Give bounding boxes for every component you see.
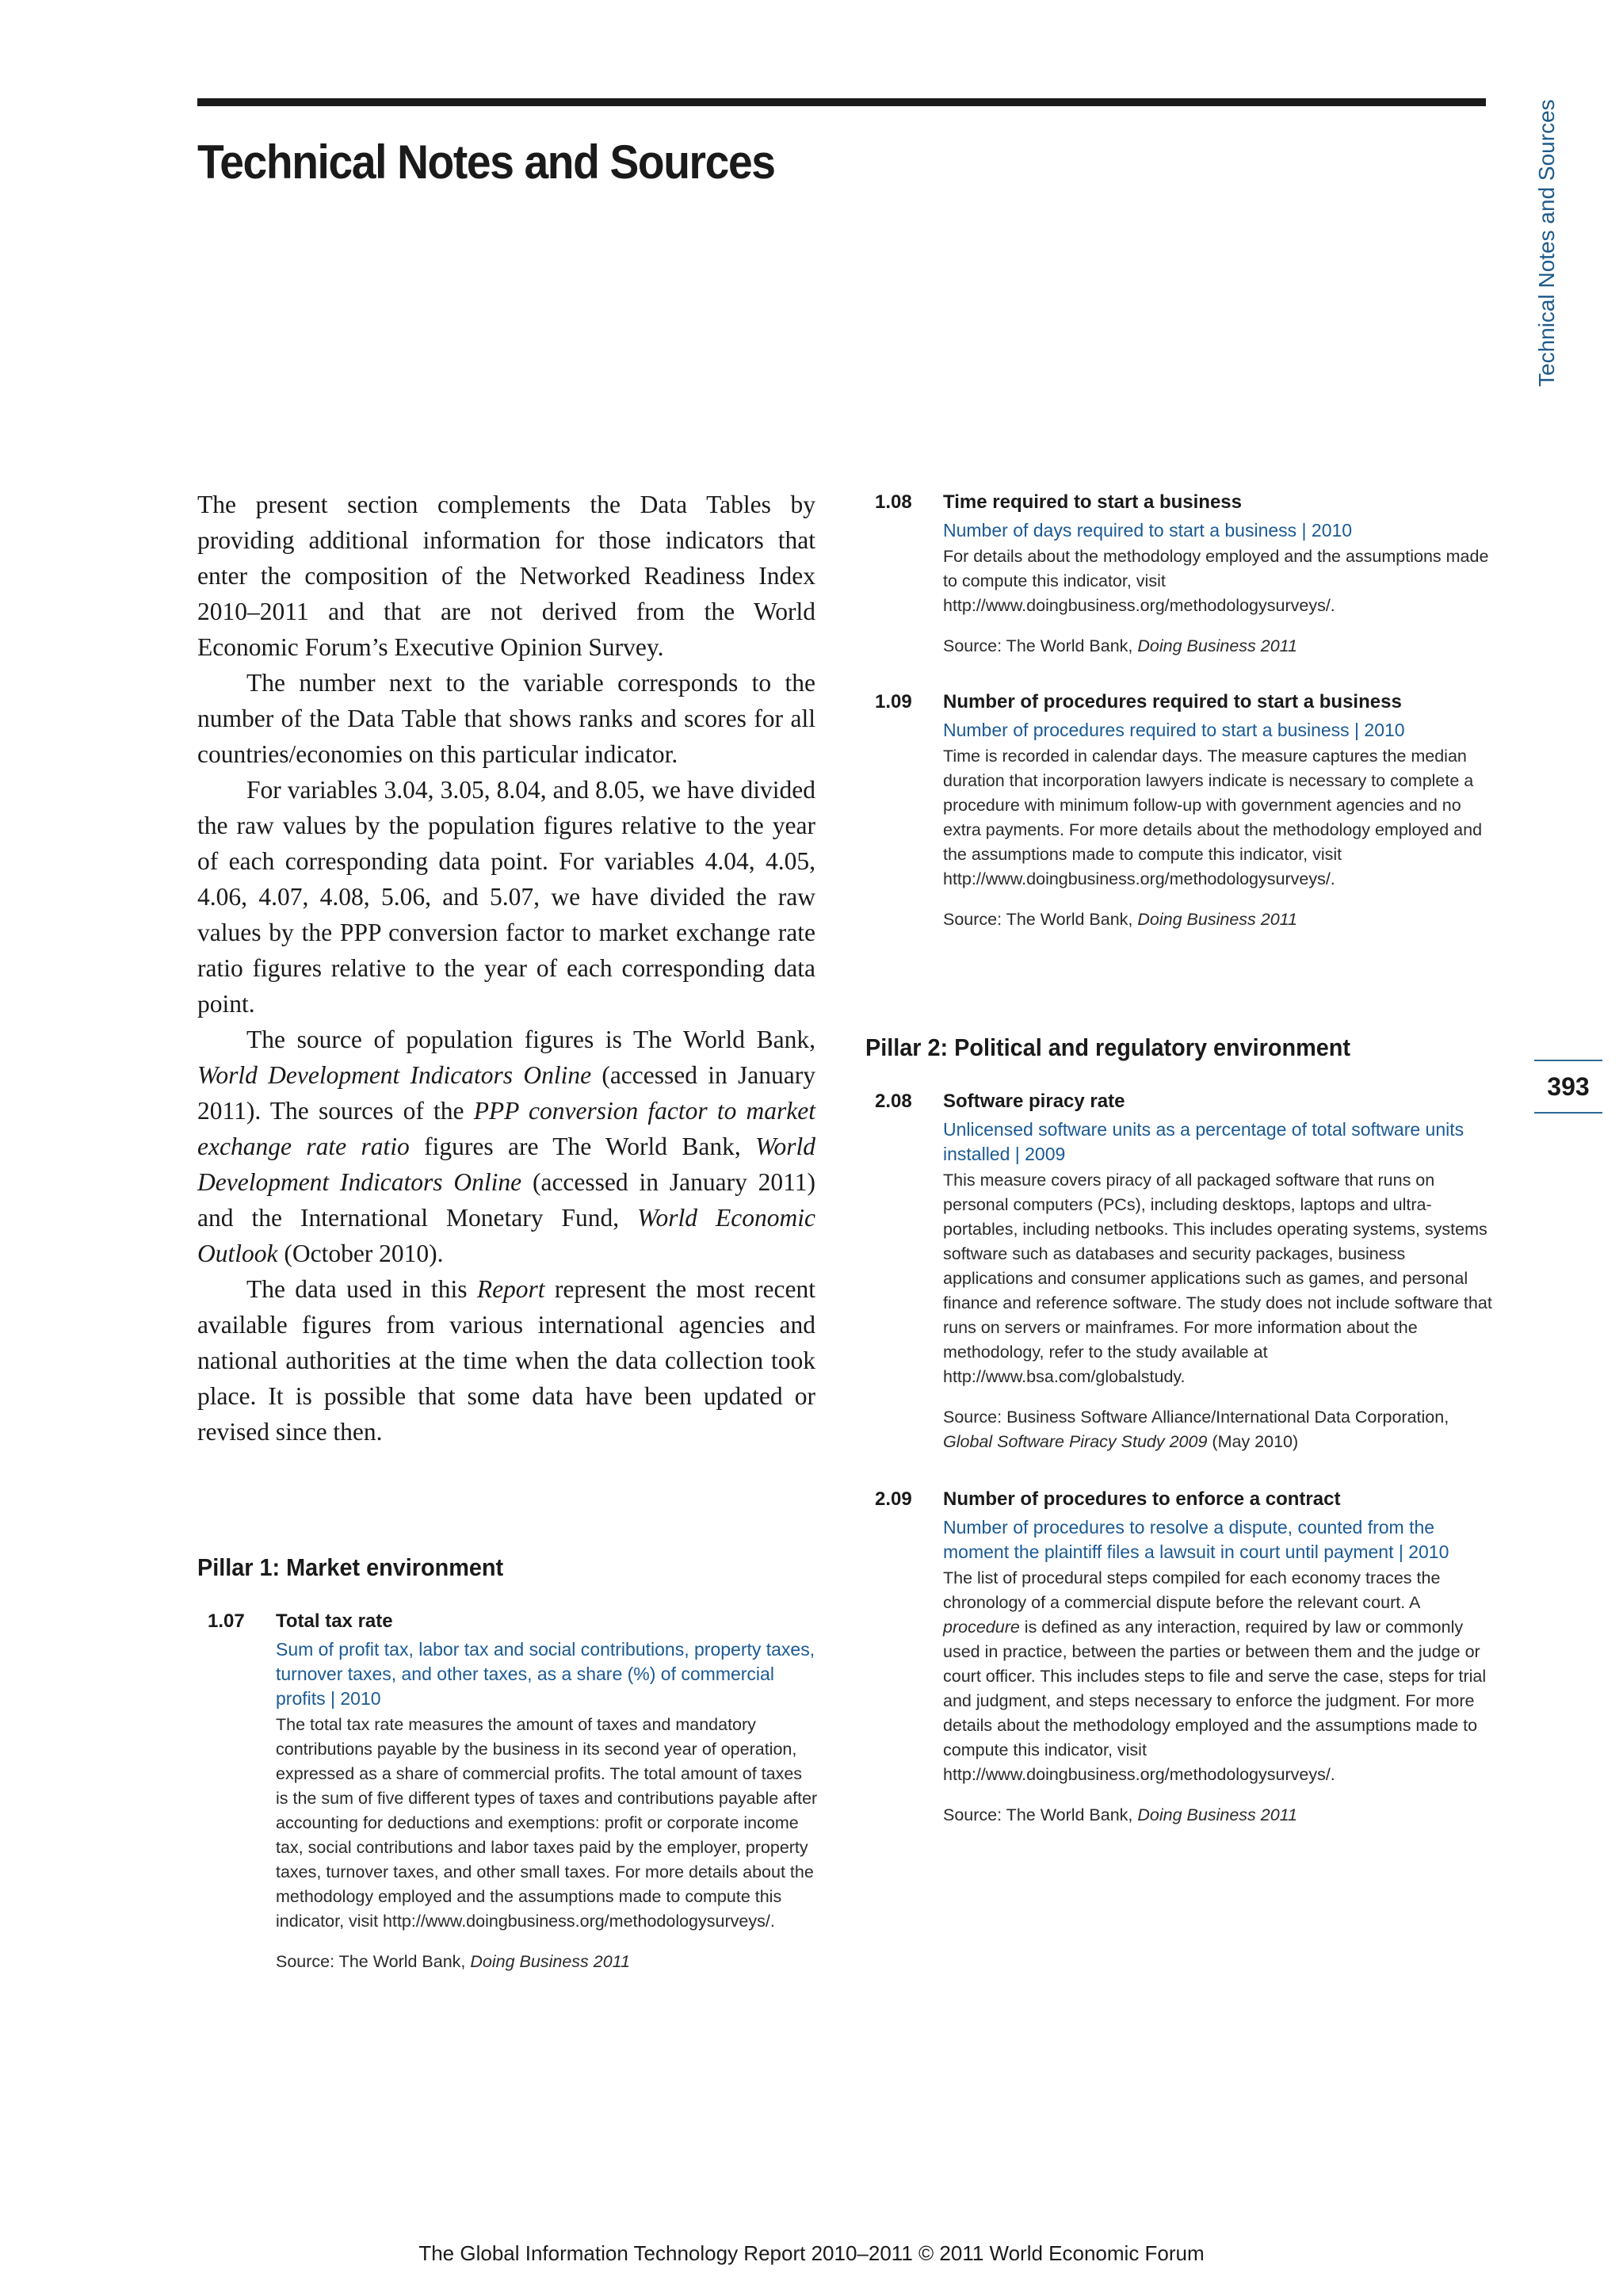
entry-definition: Unlicensed software units as a percentage of total software units installed | 2009 (943, 1119, 1465, 1164)
text-run: The source of population figures is The World Bank, (246, 1026, 815, 1053)
page-number: 393 (1534, 1060, 1602, 1114)
entry-description (943, 1566, 1493, 1787)
entry-body (943, 490, 1493, 659)
entry-source (276, 1950, 818, 1974)
italic-run: Doing Business 2011 (1137, 636, 1297, 655)
entry-number: 1.07 (208, 1610, 245, 1632)
side-running-head: Technical Notes and Sources (1534, 99, 1559, 387)
italic-run: Doing Business 2011 (1137, 910, 1297, 929)
italic-run: PPP conversion factor to market exchange rate ratio (197, 1097, 815, 1160)
italic-run: Doing Business 2011 (470, 1952, 630, 1971)
text-run: The list of procedural steps compiled for each economy traces the chronology of a commercial dispute before the relevant court. A (943, 1568, 1441, 1612)
top-rule (197, 98, 1486, 106)
text-run: The data used in this (246, 1275, 477, 1303)
text-run: is defined as any interaction, required by law or commonly used in practice, between the parties or between them and the judge or court officer. This includes steps to file and serve the case, steps for trial and judgment, and steps necessary to enforce the judgment. For more details about the methodology employed and the assumptions made to compute this indicator, visit http://www.doingbusiness.org/methodologysurveys/. (943, 1618, 1487, 1784)
pillar-1-heading: Pillar 1: Market environment (197, 1553, 504, 1581)
intro-paragraph-5 (197, 1271, 815, 1450)
page-footer: The Global Information Technology Report 2010–2011 © 2011 World Economic Forum (418, 2241, 1205, 2265)
italic-run: World Development Indicators Online (197, 1133, 815, 1196)
entry-description: Time is recorded in calendar days. The measure captures the median duration that incorporation lawyers indicate is necessary to complete a procedure with minimum follow-up with government agencies and no extra payments. For more details about the methodology employed and the assumptions made to compute this indicator, visit http://www.doingbusiness.org/methodologysurveys/. (943, 747, 1483, 888)
italic-run: Global Software Piracy Study 2009 (943, 1432, 1208, 1451)
entry-body (943, 1089, 1493, 1454)
intro-paragraph-1: The present section complements the Data Tables by providing additional information for those indicators that enter the composition of the Networked Readiness Index 2010–2011 and that are not derived from the World Economic Forum’s Executive Opinion Survey. (197, 491, 815, 661)
text-run: (accessed in January 2011). The sources of the (197, 1061, 815, 1125)
entry-source (943, 907, 1493, 932)
text-run: Source: The World Bank, (943, 636, 1138, 655)
entry-title: Time required to start a business (943, 491, 1243, 513)
entry-title: Total tax rate (276, 1610, 393, 1632)
entry-number: 2.09 (875, 1488, 912, 1510)
entry-title: Number of procedures required to start a business (943, 691, 1402, 712)
italic-run: procedure (943, 1618, 1020, 1637)
text-run: (May 2010) (1207, 1432, 1299, 1451)
entry-body (276, 1609, 818, 1974)
entry-number: 1.08 (875, 491, 912, 513)
entry-definition: Sum of profit tax, labor tax and social contributions, property taxes, turnover taxes, and other taxes, as a share (%) of commercial profits | 2010 (276, 1639, 815, 1709)
text-run: Source: Business Software Alliance/International Data Corporation, (943, 1408, 1449, 1427)
italic-run: Report (476, 1275, 545, 1303)
intro-paragraph-2: The number next to the variable corresponds to the number of the Data Table that shows ranks and scores for all countries/economies on this particular indicator. (197, 669, 815, 768)
text-run: represent the most recent available figures from various international agencies and national authorities at the time when the data collection took place. It is possible that some data have been updated or revised since then. (197, 1275, 815, 1446)
intro-paragraph-3: For variables 3.04, 3.05, 8.04, and 8.05, we have divided the raw values by the population figures relative to the year of each corresponding data point. For variables 4.04, 4.05, 4.06, 4.07, 4.08, 5.06, and 5.07, we have divided the raw values by the PPP conversion factor to market exchange rate ratio figures relative to the year of each corresponding data point. (197, 776, 815, 1018)
entry-source (943, 1803, 1493, 1828)
entry-definition: Number of procedures required to start a business | 2010 (943, 720, 1405, 740)
entry-number: 1.09 (875, 691, 912, 712)
text-run: Source: The World Bank, (276, 1952, 471, 1971)
page-title: Technical Notes and Sources (197, 136, 775, 189)
entry-body (943, 1487, 1493, 1828)
entry-description: The total tax rate measures the amount of taxes and mandatory contributions payable by the business in its second year of operation, expressed as a share of commercial profits. The total amount of taxes is the sum of five different types of taxes and contributions payable after accounting for deductions and exemptions: profit or corporate income tax, social contributions and labor taxes paid by the employer, property taxes, turnover taxes, and other small taxes. For more details about the methodology employed and the assumptions made to compute this indicator, visit http://www.doingbusiness.org/methodologysurveys/. (276, 1715, 818, 1931)
entry-title: Software piracy rate (943, 1091, 1125, 1112)
entry-definition: Number of days required to start a business | 2010 (943, 520, 1353, 541)
entry-source (943, 1405, 1493, 1454)
entry-description: This measure covers piracy of all packaged software that runs on personal computers (PCs), including desktops, laptops and ultra-portables, including netbooks. This includes operating systems, systems software such as databases and security packages, business applications and consumer applications such as games, and personal finance and reference software. The study does not include software that runs on servers or mainframes. For more information about the methodology, refer to the study available at http://www.bsa.com/globalstudy. (943, 1171, 1492, 1386)
italic-run: World Economic Outlook (197, 1204, 815, 1267)
italic-run: Doing Business 2011 (1137, 1805, 1297, 1824)
entry-definition: Number of procedures to resolve a dispute, counted from the moment the plaintiff files a lawsuit in court until payment | 2010 (943, 1517, 1449, 1562)
entry-description: For details about the methodology employed and the assumptions made to compute this indicator, visit http://www.doingbusiness.org/methodologysurveys/. (943, 547, 1489, 615)
text-run: (accessed in January 2011) and the International Monetary Fund, (197, 1168, 815, 1232)
text-run: figures are The World Bank, (409, 1133, 756, 1160)
italic-run: World Development Indicators Online (197, 1061, 592, 1089)
entry-source (943, 634, 1493, 659)
text-run: Source: The World Bank, (943, 910, 1138, 929)
intro-paragraph-4 (197, 1022, 815, 1271)
text-run: Source: The World Bank, (943, 1805, 1138, 1824)
entry-title: Number of procedures to enforce a contract (943, 1488, 1341, 1510)
text-run: (October 2010). (277, 1240, 444, 1267)
pillar-2-heading: Pillar 2: Political and regulatory environment (865, 1033, 1350, 1061)
entry-body (943, 690, 1493, 932)
entry-number: 2.08 (875, 1091, 912, 1112)
intro-text (197, 487, 815, 1450)
